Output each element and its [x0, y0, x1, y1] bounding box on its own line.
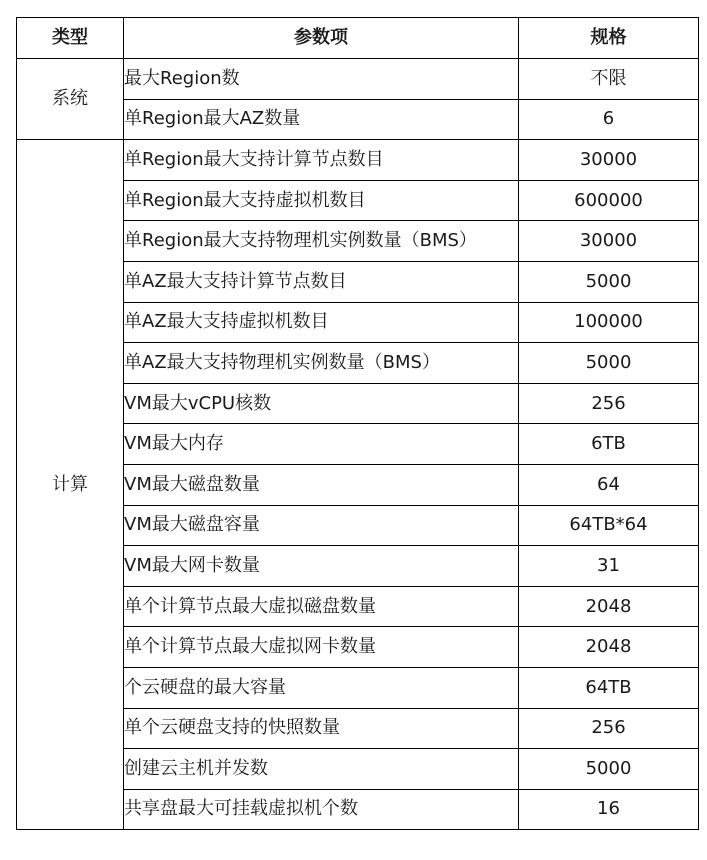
- spec-cell: 256: [519, 383, 699, 424]
- param-cell: 单个计算节点最大虚拟磁盘数量: [124, 586, 519, 627]
- spec-cell: 30000: [519, 140, 699, 181]
- spec-cell: 256: [519, 708, 699, 749]
- param-cell: 个云硬盘的最大容量: [124, 667, 519, 708]
- param-cell: VM最大内存: [124, 424, 519, 465]
- spec-cell: 600000: [519, 180, 699, 221]
- param-cell: 单个云硬盘支持的快照数量: [124, 708, 519, 749]
- spec-cell: 16: [519, 789, 699, 830]
- param-cell: 最大Region数: [124, 59, 519, 100]
- param-cell: 创建云主机并发数: [124, 749, 519, 790]
- param-cell: 单Region最大支持计算节点数目: [124, 140, 519, 181]
- param-cell: 单个计算节点最大虚拟网卡数量: [124, 627, 519, 668]
- param-cell: VM最大磁盘数量: [124, 464, 519, 505]
- param-cell: 单Region最大支持虚拟机数目: [124, 180, 519, 221]
- table-body: [17, 59, 699, 830]
- param-cell: VM最大网卡数量: [124, 546, 519, 587]
- spec-table: [16, 17, 699, 830]
- param-cell: 单AZ最大支持计算节点数目: [124, 261, 519, 302]
- type-cell: 系统: [17, 59, 124, 140]
- header-param: 参数项: [124, 18, 519, 59]
- param-cell: 单AZ最大支持物理机实例数量（BMS）: [124, 343, 519, 384]
- param-cell: 单Region最大支持物理机实例数量（BMS）: [124, 221, 519, 262]
- spec-cell: 64: [519, 464, 699, 505]
- param-cell: VM最大磁盘容量: [124, 505, 519, 546]
- spec-cell: 2048: [519, 586, 699, 627]
- header-type: 类型: [17, 18, 124, 59]
- header-spec: 规格: [519, 18, 699, 59]
- param-cell: 单AZ最大支持虚拟机数目: [124, 302, 519, 343]
- spec-cell: 6: [519, 99, 699, 140]
- spec-cell: 5000: [519, 343, 699, 384]
- param-cell: 单Region最大AZ数量: [124, 99, 519, 140]
- spec-cell: 6TB: [519, 424, 699, 465]
- spec-cell: 不限: [519, 59, 699, 100]
- table-row: [17, 140, 699, 181]
- spec-cell: 100000: [519, 302, 699, 343]
- spec-cell: 30000: [519, 221, 699, 262]
- spec-cell: 5000: [519, 749, 699, 790]
- table-row: [17, 59, 699, 100]
- spec-cell: 5000: [519, 261, 699, 302]
- param-cell: VM最大vCPU核数: [124, 383, 519, 424]
- header-row: [17, 18, 699, 59]
- spec-cell: 64TB: [519, 667, 699, 708]
- type-cell: 计算: [17, 140, 124, 830]
- spec-cell: 31: [519, 546, 699, 587]
- spec-cell: 2048: [519, 627, 699, 668]
- spec-cell: 64TB*64: [519, 505, 699, 546]
- param-cell: 共享盘最大可挂载虚拟机个数: [124, 789, 519, 830]
